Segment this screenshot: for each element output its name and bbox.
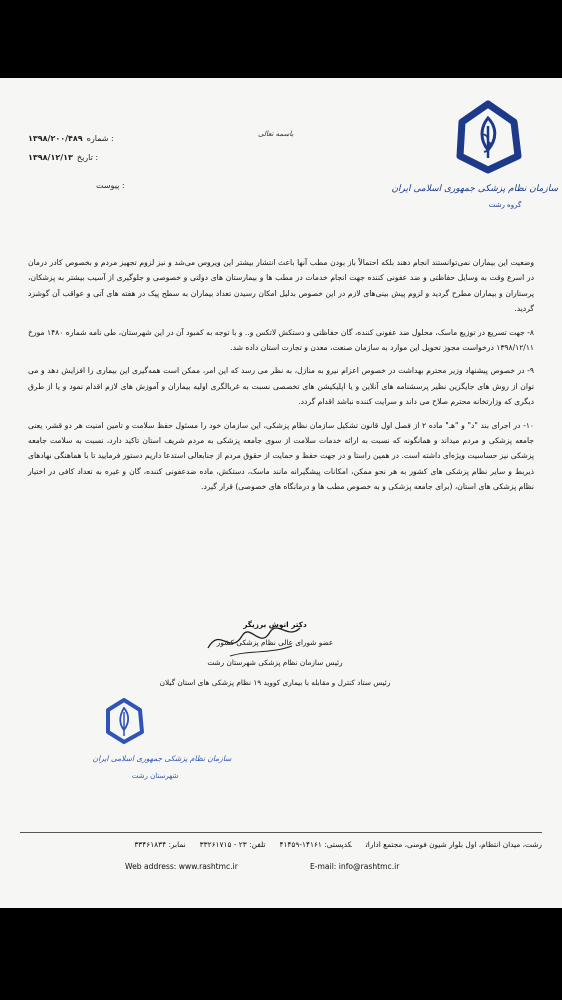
- paragraph-10: ۱۰- در اجرای بند "د" و "هـ" ماده ۲ از فصل اول قانون تشکیل سازمان نظام پزشکی، این سازمان خود را مسئول حفظ سلامت و تامین امنیت هر دو قشر، یعنی جامعه پزشکی و مردم میداند و همانگونه که نسبت به ارائه خدمات سلامت از سوی جامعه پزشکی به مردم شریف استان تاکید دارد، نسبت به سلامت جامعه پزشکی نیز حساسیت ویژه‌ای داشته است. در همین راستا و در جهت حفظ و حمایت از حقوق مردم از جنابعالی استدعا داریم دستور فرمایید تا با هماهنگی نهادهای ذیربط و سایر نظام پزشکی های کشور به هر نحو ممکن، امکانات پیشگیرانه مانند ماسک، دستکش، ماده ضدعفونی کننده، گان و غیره به تعداد کافی در اختیار نظام پزشکی های استان، (برای جامعه پزشکی و به خصوص مطب ها و درمانگاه های خصوصی) قرار گیرد.: [28, 420, 535, 492]
- paragraph: وضعیت این بیماران نمی‌توانستند انجام دهند بلکه احتمالاً باز بودن مطب آنها باعث انتشار بیشتر این ویروس می‌شد و نیز لزوم تجهیز مردم و بخصوص کادر درمان در اسرع وقت به وسایل حفاظتی و ضد عفونی کننده جهت انجام خدمات در مطب ها و بیمارستان های دولتی و خصوصی و جلوگیری از آسیب بیشتر به پزشکان، پرستاران و بیماران مطرح گردید و لزوم پیش بینی‌های لازم در این خصوص بدلیل امکان رسیدن تعداد بیماران به سطح پیک در هفته های آتی و عواقب آن گوشزد گردید.: [28, 258, 534, 314]
- letter-page: [0, 78, 562, 908]
- footer-divider: [20, 832, 542, 833]
- org-name: سازمان نظام پزشکی جمهوری اسلامی ایران: [391, 184, 558, 194]
- address: رشت، میدان انتظام، اول بلوار شیون فومنی، مجتمع ادارات: [365, 840, 542, 849]
- email-link[interactable]: E-mail: info@rashtmc.ir: [310, 862, 400, 871]
- date-label: : تاریخ: [76, 153, 99, 162]
- signature-scribble: [200, 606, 310, 666]
- number-value: ۱۳۹۸/۲۰۰/۴۸۹: [28, 134, 83, 143]
- stamp-city: شهرستان رشت: [131, 772, 179, 780]
- fax: نمابر: ۳۳۴۶۱۸۳۴: [134, 840, 186, 849]
- phone: تلفن: ۲۳ - ۳۳۲۶۱۷۱۵: [199, 840, 266, 849]
- medical-council-logo: [452, 100, 524, 174]
- letter-number: [22, 134, 114, 143]
- stamp-text: سازمان نظام پزشکی جمهوری اسلامی ایران: [92, 754, 232, 763]
- postal-code: کدپستی: ۱۴۱۶۱-۴۱۴۵۹: [279, 840, 352, 849]
- signer-title-2: رئیس سازمان نظام پزشکی شهرستان رشت: [207, 658, 343, 667]
- signer-title-1: عضو شورای عالی نظام پزشکی کشور: [216, 638, 334, 647]
- signer-name: دکتر انوش برزیگر: [243, 620, 307, 629]
- paragraph-9: ۹- در خصوص پیشنهاد وزیر محترم بهداشت در خصوص اعزام نیرو به منازل، به نظر می رسد که این امر، ممکن است همه‌گیری این بیماری را افزایش دهد و می توان از روش های جایگزین نظیر پرسشنامه های آنلاین و یا اپلیکیشن های تخصصی نسبت به غربالگری اولیه بیماران و آموزش های لازم اقدام نمود و یا از طرق دیگری که وزارتخانه محترم صلاح می داند و سرایت کننده نباشد اقدام گردد.: [28, 366, 534, 407]
- official-stamp: [88, 686, 278, 778]
- attachment-label: : پیوست: [96, 181, 125, 190]
- org-branch: گروه رشت: [488, 201, 522, 209]
- website-link[interactable]: Web address: www.rashtmc.ir: [125, 862, 238, 871]
- letter-attachment: [92, 181, 125, 190]
- letter-body: [28, 255, 534, 503]
- footer-address: [20, 840, 542, 849]
- number-label: : شماره: [86, 134, 114, 143]
- paragraph-8: ۸- جهت تسریع در توزیع ماسک، محلول ضد عفونی کننده، گان حفاظتی و دستکش لاتکس و.. و با توجه به کمبود آن در این شهرستان، طی نامه شماره ۱۴۸۰ مورخ ۱۳۹۸/۱۲/۱۱ درخواست مجوز تحویل این موارد به سازمان صنعت، معدن و تجارت استان داده شد.: [28, 327, 534, 353]
- letter-date: [22, 153, 98, 162]
- bism-heading: باسمه تعالی: [258, 130, 294, 138]
- date-value: ۱۳۹۸/۱۲/۱۳: [28, 153, 73, 162]
- signer-title-3: رئیس ستاد کنترل و مقابله با بیماری کووید ۱۹ نظام پزشکی های استان گیلان: [159, 678, 391, 687]
